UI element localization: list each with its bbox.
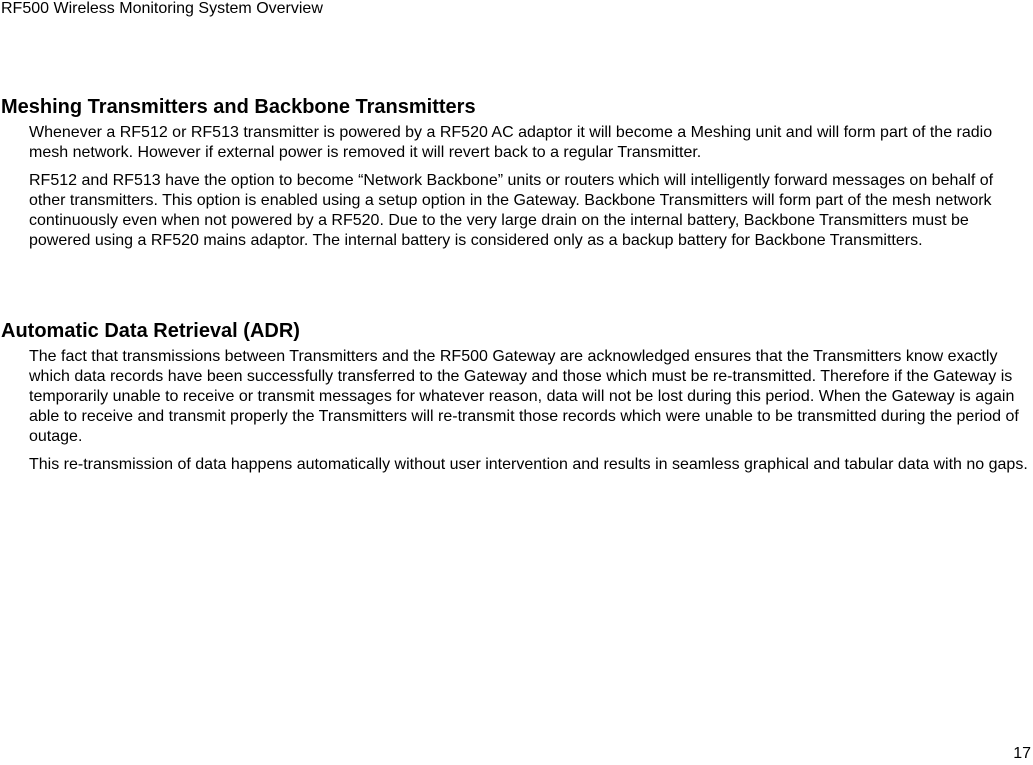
section-heading: Meshing Transmitters and Backbone Transmitters — [1, 96, 476, 118]
paragraph: The fact that transmissions between Transmitters and the RF500 Gateway are acknowledged ensures that the Transmitters know exactly which data records have been successfully transferred to the Gateway and those which must be re-transmitted. Therefore if the Gateway is temporarily unable to receive or transmit messages for whatever reason, data will not be lost during this period. When the Gateway is again able to receive and transmit properly the Transmitters will re-transmit those records which were unable to be transmitted during the period of outage. — [29, 348, 1019, 445]
section-meshing-transmitters — [1, 95, 1032, 259]
section-automatic-data-retrieval — [1, 319, 1032, 483]
paragraph: Whenever a RF512 or RF513 transmitter is powered by a RF520 AC adaptor it will become a Meshing unit and will form part of the radio mesh network. However if external power is removed it will revert back to a regular Transmitter. — [29, 124, 993, 161]
section-heading: Automatic Data Retrieval (ADR) — [1, 320, 300, 342]
paragraph: This re-transmission of data happens automatically without user intervention and results in seamless graphical and tabular data with no gaps. — [29, 456, 1028, 473]
page-number: 17 — [1013, 745, 1031, 762]
paragraph: RF512 and RF513 have the option to become “Network Backbone” units or routers which will intelligently forward messages on behalf of other transmitters. This option is enabled using a setup option in the Gateway. Backbone Transmitters will form part of the mesh network continuously even when not powered by a RF520. Due to the very large drain on the internal battery, Backbone Transmitters must be powered using a RF520 mains adaptor. The internal battery is considered only as a backup battery for Backbone Transmitters. — [29, 172, 994, 249]
running-header: RF500 Wireless Monitoring System Overview — [1, 0, 323, 17]
